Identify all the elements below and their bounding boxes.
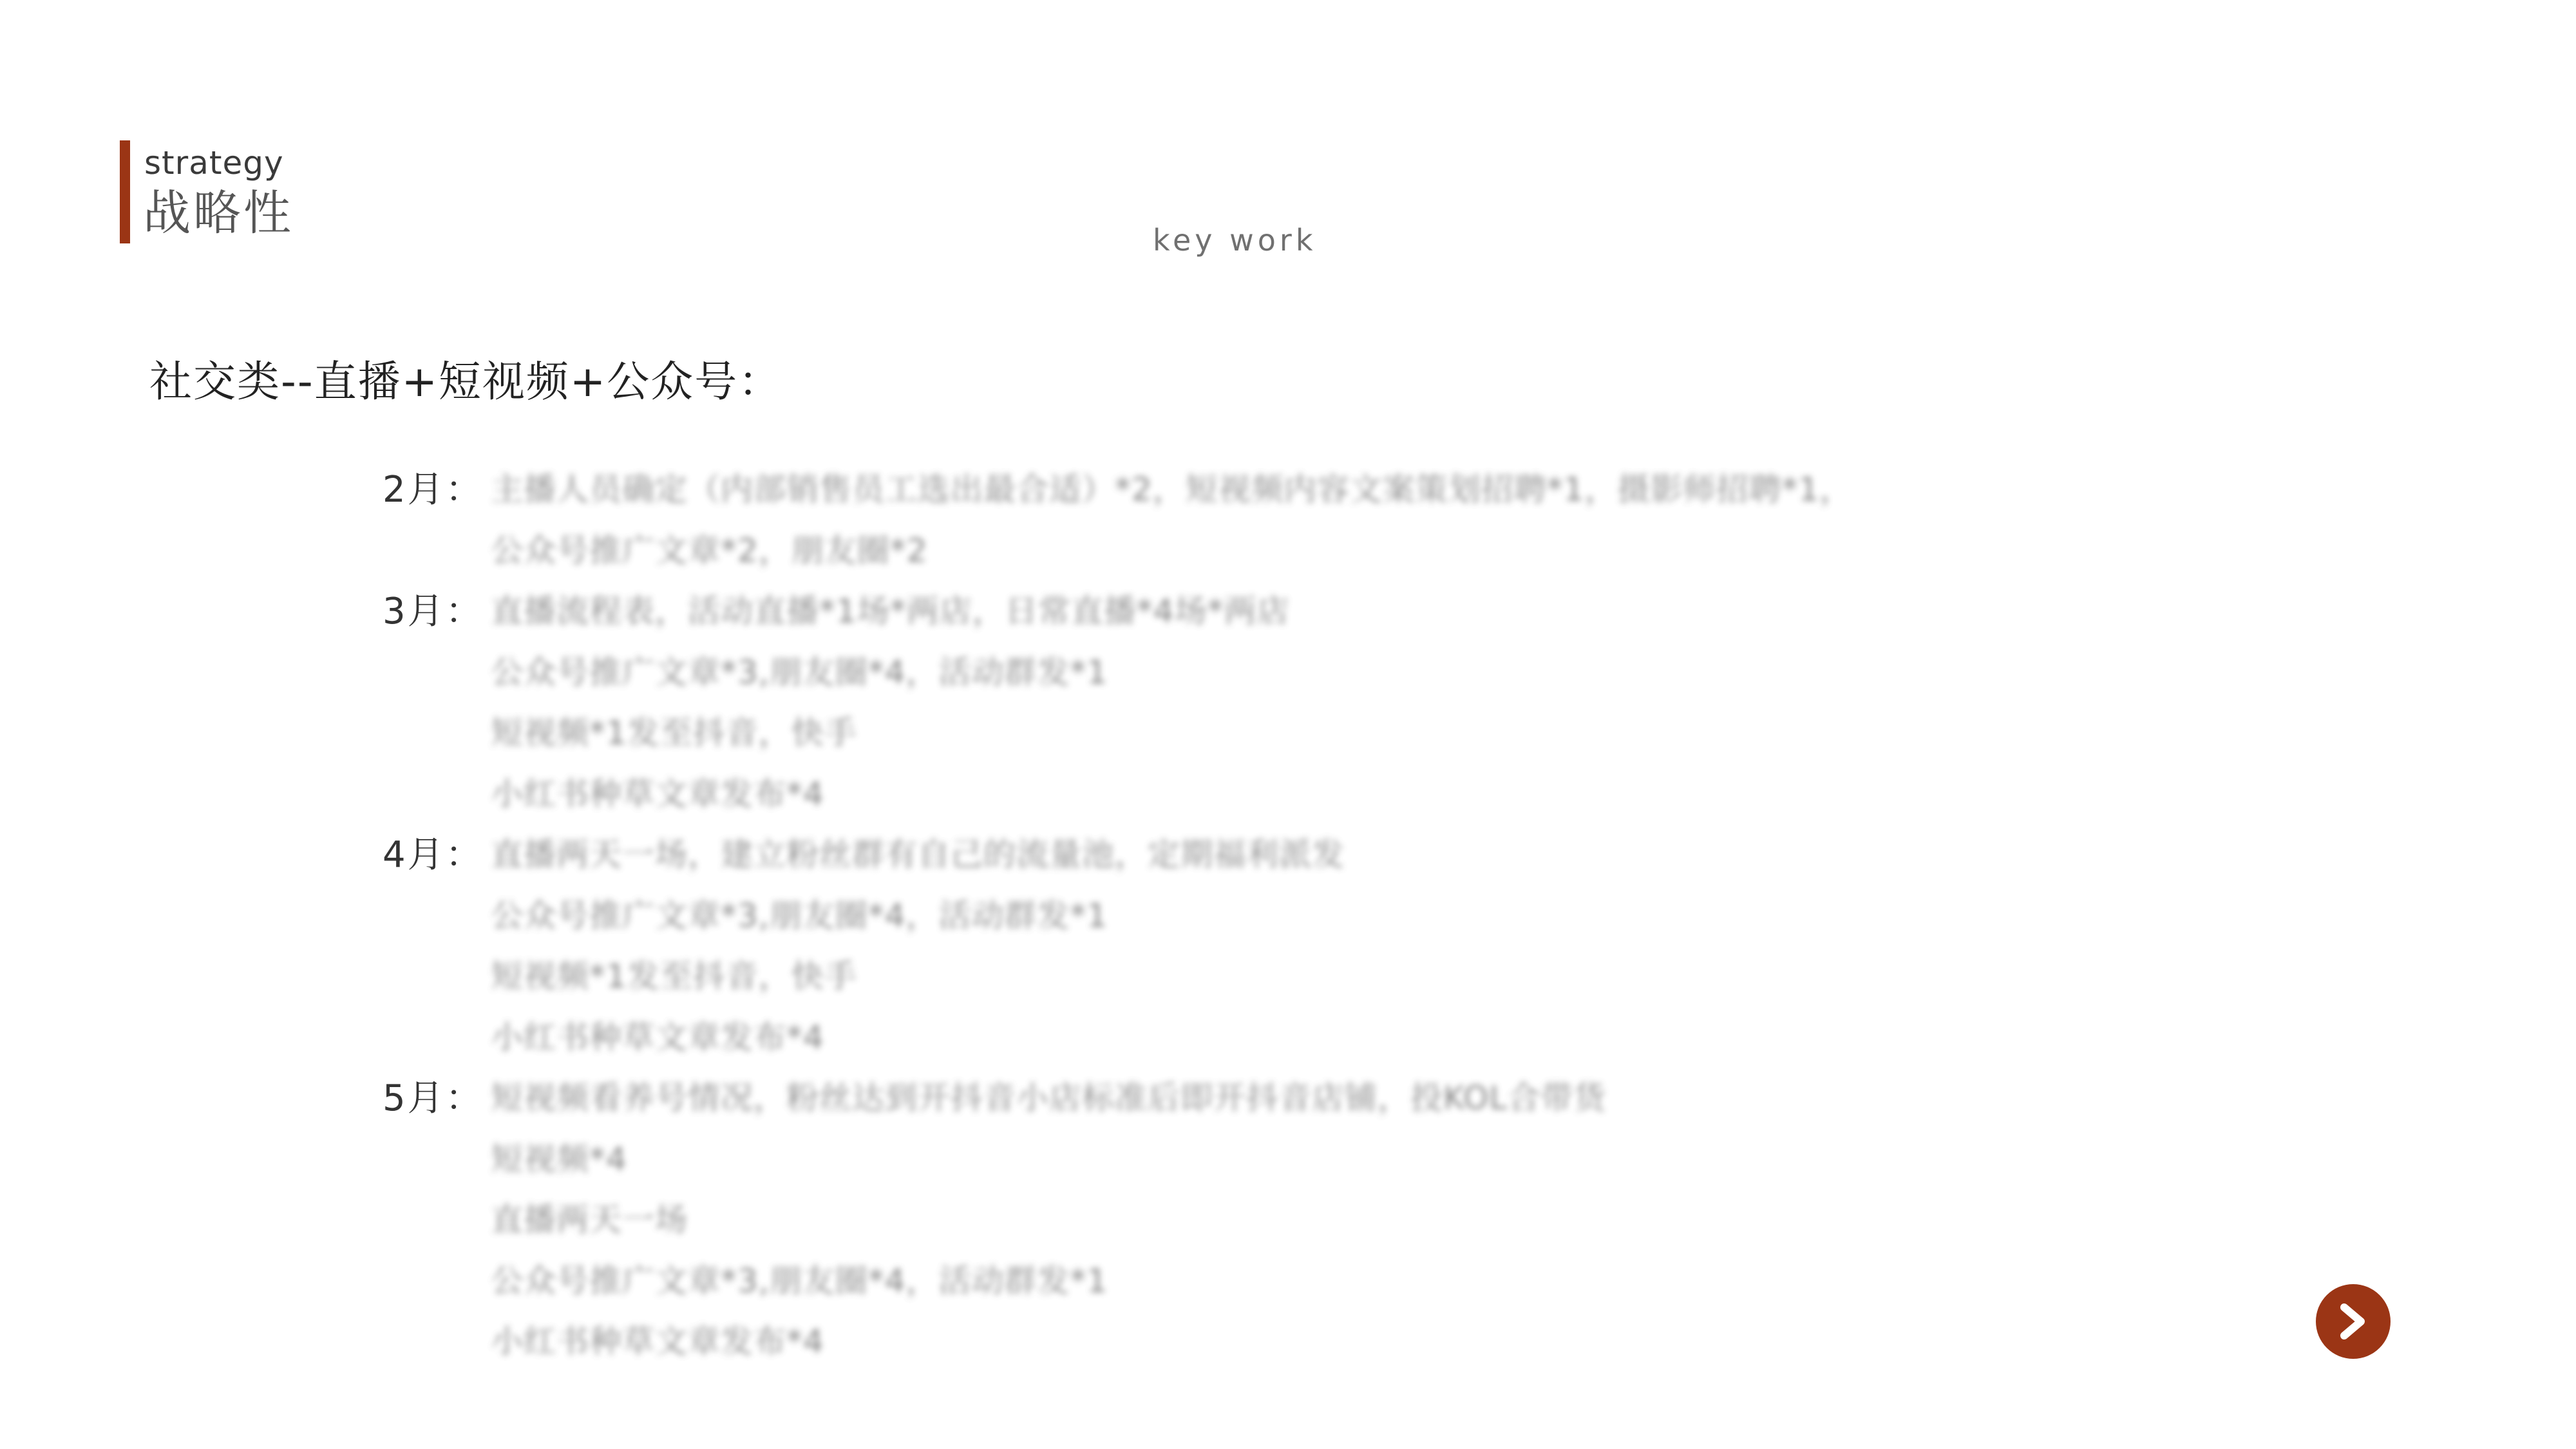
- month-label: 5月：: [383, 1077, 484, 1119]
- header-title-cn: 战略性: [143, 185, 294, 241]
- plan-line: 短视频*1发至抖音，快手: [491, 958, 857, 995]
- plan-line: 直播流程表，活动直播*1场*两店，日常直播*4场*两店: [491, 592, 1290, 630]
- month-label: 4月：: [383, 834, 484, 876]
- plan-line: 公众号推广文章*3,朋友圈*4，活动群发*1: [491, 896, 1108, 934]
- header-title-en: strategy: [144, 144, 284, 182]
- plan-line: 小红书种草文章发布*4: [491, 775, 824, 813]
- page-subtitle: key work: [1153, 223, 1317, 258]
- plan-line: 公众号推广文章*3,朋友圈*4，活动群发*1: [491, 1262, 1108, 1300]
- plan-line: 短视频看养号情况，粉丝达到开抖音小店标准后即开抖音店铺，投KOL合带货: [491, 1079, 1607, 1117]
- plan-line: 短视频*4: [491, 1140, 627, 1178]
- plan-line: 直播两天一场，建立粉丝群有自己的流量池，定期福利派发: [491, 836, 1345, 873]
- chevron-right-icon: [2333, 1301, 2374, 1342]
- section-heading: 社交类--直播+短视频+公众号：: [149, 357, 782, 406]
- plan-line: 直播两天一场: [491, 1201, 688, 1238]
- plan-line: 公众号推广文章*2，朋友圈*2: [491, 531, 928, 569]
- plan-line: 小红书种草文章发布*4: [491, 1018, 824, 1056]
- month-label: 3月：: [383, 591, 484, 632]
- plan-line: 短视频*1发至抖音，快手: [491, 714, 857, 752]
- next-slide-button[interactable]: [2316, 1284, 2391, 1359]
- plan-line: 小红书种草文章发布*4: [491, 1323, 824, 1360]
- plan-line: 公众号推广文章*3,朋友圈*4，活动群发*1: [491, 653, 1108, 691]
- month-label: 2月：: [383, 469, 484, 511]
- plan-line: 主播人员确定（内部销售员工选出最合适）*2，短视频内容文案策划招聘*1，摄影师招聘*1，: [491, 471, 1853, 508]
